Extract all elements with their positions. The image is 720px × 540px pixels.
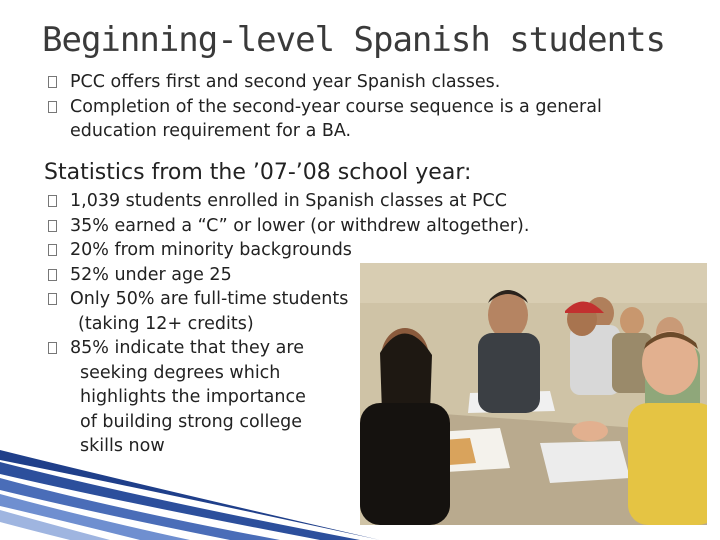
bullet-box-icon [48,244,57,256]
bullet-text-continued: skills now [80,436,165,456]
bullet-text-continued: seeking degrees which [80,362,281,383]
slide-title: Beginning-level Spanish students [42,20,666,60]
intro-bullet-list [48,70,668,144]
bullet-text: Only 50% are full-time students [70,289,349,309]
list-item [48,214,588,239]
students-studying-photo [360,263,707,525]
bullet-box-icon [48,101,57,113]
bullet-text: 35% earned a “C” or lower (or withdrew altogether). [70,215,530,236]
bullet-box-icon [48,220,57,232]
decorative-swoosh [0,450,380,540]
bullet-text-continued: highlights the importance [80,387,306,407]
bullet-box-icon [48,195,57,207]
bullet-box-icon [48,269,57,281]
bullet-box-icon [48,342,57,354]
bullet-text: 52% under age 25 [70,264,232,285]
photo-illustration [360,263,707,525]
bullet-text-continued: (taking 12+ credits) [78,313,254,334]
bullet-text: PCC offers first and second year Spanish classes. [70,72,501,92]
list-item [48,95,668,144]
bullet-text: 20% from minority backgrounds [70,240,352,260]
bullet-box-icon [48,76,57,88]
bullet-text: 85% indicate that they are [70,338,304,358]
bullet-box-icon [48,293,57,305]
bullet-text: Completion of the second-year course sequence is a general education requirement for a BA. [70,96,602,141]
list-item [48,189,588,214]
list-item [48,238,588,263]
list-item [48,70,668,95]
stats-heading: Statistics from the ’07-’08 school year: [44,160,472,185]
bullet-text: 1,039 students enrolled in Spanish classes at PCC [70,191,507,211]
bullet-text-continued: of building strong college [80,411,303,432]
